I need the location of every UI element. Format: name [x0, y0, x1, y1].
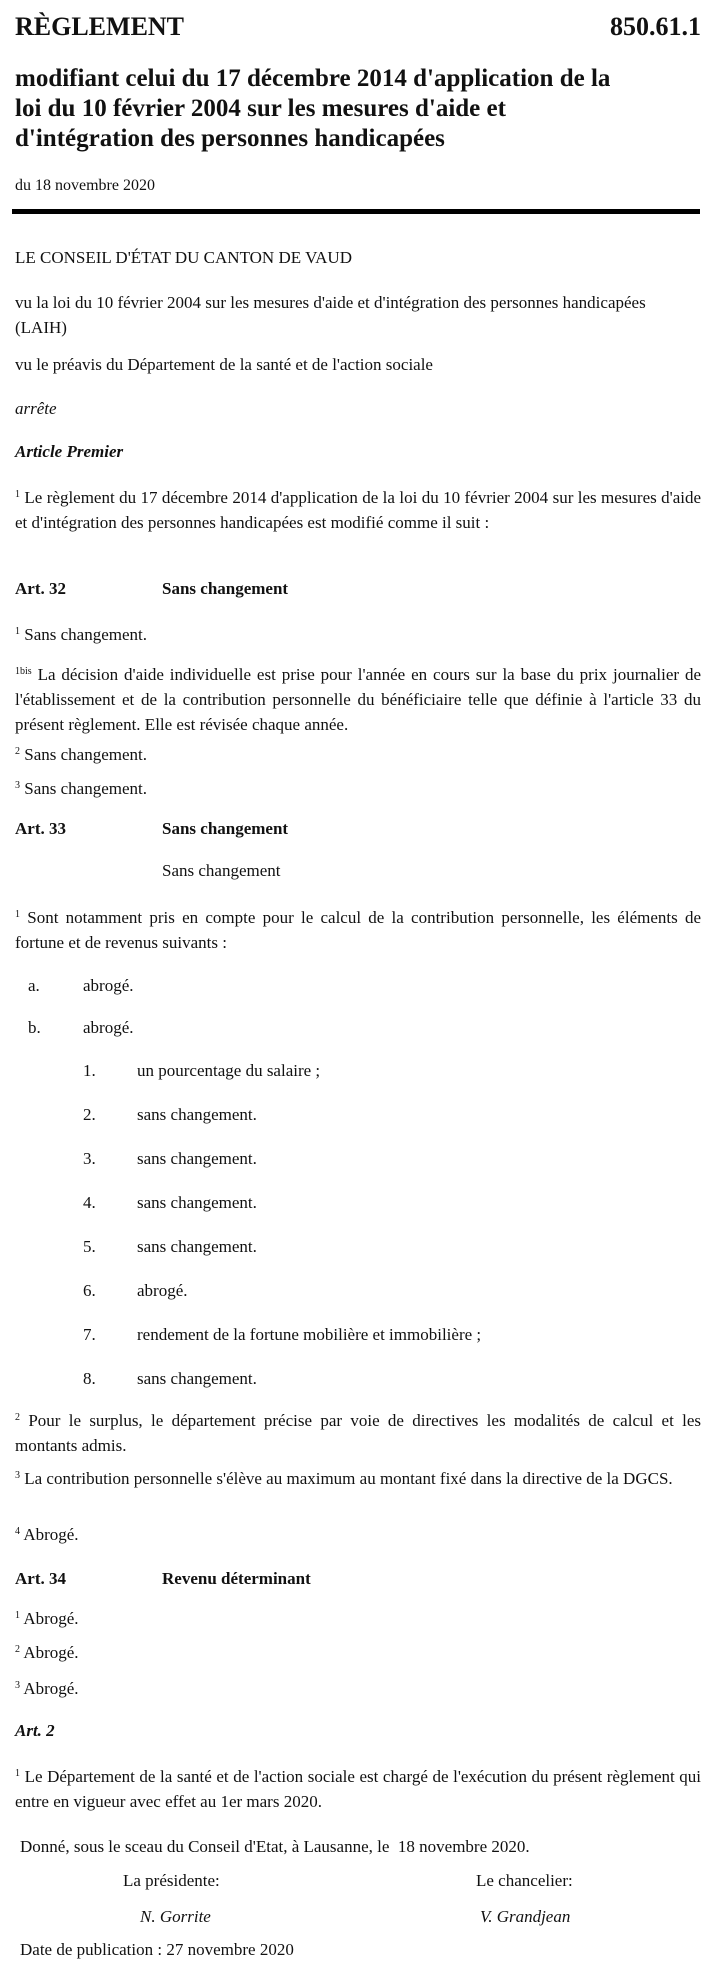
paragraph-text: Sans changement. — [24, 625, 147, 644]
art34-para-2 — [15, 1640, 701, 1665]
list-item-text: sans changement. — [137, 1193, 257, 1212]
art32-para-3 — [15, 776, 701, 801]
document-subtitle — [15, 64, 705, 154]
list-item-text: sans changement. — [137, 1237, 257, 1256]
paragraph-number: 1bis — [15, 666, 32, 677]
art34-title: Revenu déterminant — [162, 1569, 311, 1588]
list-number: 3. — [83, 1149, 96, 1168]
paragraph-number: 1 — [15, 1610, 20, 1621]
paragraph-number: 1 — [15, 1768, 20, 1779]
list-number: 7. — [83, 1325, 96, 1344]
art33-title: Sans changement — [162, 819, 289, 838]
list-number: 5. — [83, 1237, 96, 1256]
list-letter: b. — [28, 1018, 41, 1037]
subtitle-line: d'intégration des personnes handicapées — [15, 125, 445, 152]
chancellor-role: Le chancelier: — [476, 1871, 573, 1890]
paragraph-number: 1 — [15, 909, 20, 920]
paragraph-text: Sont notamment pris en compte pour le calcul de la contribution personnelle, les éléments de fortune et de revenus suivants : — [15, 908, 701, 952]
chancellor-name: V. Grandjean — [480, 1907, 571, 1926]
paragraph-number: 1 — [15, 626, 20, 637]
president-role: La présidente: — [123, 1871, 220, 1890]
paragraph-number: 3 — [15, 780, 20, 791]
paragraph-number: 3 — [15, 1680, 20, 1691]
header-divider — [12, 209, 700, 214]
art32-para-1 — [15, 622, 701, 647]
preamble-vu-law: vu la loi du 10 février 2004 sur les mesures d'aide et d'intégration des personnes handicapées (LAIH) — [15, 293, 646, 337]
art2-heading: Art. 2 — [15, 1721, 55, 1740]
paragraph-number: 2 — [15, 746, 20, 757]
given-statement: Donné, sous le sceau du Conseil d'Etat, à Lausanne, le 18 novembre 2020. — [20, 1837, 530, 1856]
list-item-text: un pourcentage du salaire ; — [137, 1061, 321, 1080]
paragraph-text: Sans changement. — [24, 745, 147, 764]
list-item-text: abrogé. — [83, 976, 134, 995]
paragraph-number: 4 — [15, 1526, 20, 1537]
issuing-authority: LE CONSEIL D'ÉTAT DU CANTON DE VAUD — [15, 248, 352, 267]
document-date: du 18 novembre 2020 — [15, 177, 155, 194]
subtitle-line: modifiant celui du 17 décembre 2014 d'application de la — [15, 65, 611, 92]
article-premier-paragraph — [15, 485, 701, 535]
paragraph-text: Abrogé. — [23, 1525, 79, 1544]
art34-number: Art. 34 — [15, 1569, 66, 1588]
art33-subtitle: Sans changement — [162, 861, 281, 880]
paragraph-text: La décision d'aide individuelle est prise pour l'année en cours sur la base du prix journalier de l'établissement et de la contribution personnelle du bénéficiaire telle que définie à l'article 33 du présent règlement. Elle est révisée chaque année. — [15, 665, 702, 734]
list-item-text: sans changement. — [137, 1149, 257, 1168]
list-number: 4. — [83, 1193, 96, 1212]
paragraph-text: Le règlement du 17 décembre 2014 d'application de la loi du 10 février 2004 sur les mesures d'aide et d'intégration des personnes handicapées est modifié comme il suit : — [15, 488, 702, 532]
president-name: N. Gorrite — [140, 1907, 211, 1926]
art2-para-1 — [15, 1764, 701, 1814]
document-reference: 850.61.1 — [610, 12, 701, 41]
list-number: 1. — [83, 1061, 96, 1080]
list-item-text: abrogé. — [137, 1281, 188, 1300]
paragraph-text: Pour le surplus, le département précise par voie de directives les modalités de calcul et les montants admis. — [15, 1411, 701, 1455]
paragraph-text: La contribution personnelle s'élève au maximum au montant fixé dans la directive de la DGCS. — [24, 1469, 673, 1488]
list-item-text: sans changement. — [137, 1105, 257, 1124]
art34-para-1 — [15, 1606, 701, 1631]
paragraph-number: 2 — [15, 1412, 20, 1423]
list-number: 8. — [83, 1369, 96, 1388]
list-item-text: rendement de la fortune mobilière et immobilière ; — [137, 1325, 482, 1344]
art32-title: Sans changement — [162, 579, 289, 598]
art33-para-4 — [15, 1522, 701, 1547]
publication-date: Date de publication : 27 novembre 2020 — [20, 1940, 294, 1959]
art33-para-1 — [15, 905, 701, 955]
art33-number: Art. 33 — [15, 819, 66, 838]
paragraph-number: 2 — [15, 1644, 20, 1655]
paragraph-text: Abrogé. — [23, 1609, 79, 1628]
subtitle-line: loi du 10 février 2004 sur les mesures d'aide et — [15, 95, 506, 122]
paragraph-number: 1 — [15, 489, 20, 500]
list-number: 6. — [83, 1281, 96, 1300]
art33-para-3 — [15, 1466, 701, 1491]
art33-para-2 — [15, 1408, 701, 1458]
art32-para-2 — [15, 742, 701, 767]
art32-para-1bis — [15, 662, 701, 737]
paragraph-number: 3 — [15, 1470, 20, 1481]
arrete-label: arrête — [15, 399, 57, 418]
art32-number: Art. 32 — [15, 579, 66, 598]
paragraph-text: Abrogé. — [23, 1679, 79, 1698]
paragraph-text: Sans changement. — [24, 779, 147, 798]
paragraph-text: Abrogé. — [23, 1643, 79, 1662]
art34-para-3 — [15, 1676, 701, 1701]
document-type: RÈGLEMENT — [15, 12, 185, 41]
list-item-text: abrogé. — [83, 1018, 134, 1037]
article-premier-heading: Article Premier — [15, 442, 124, 461]
list-number: 2. — [83, 1105, 96, 1124]
list-letter: a. — [28, 976, 40, 995]
paragraph-text: Le Département de la santé et de l'action sociale est chargé de l'exécution du présent règlement qui entre en vigueur avec effet au 1er mars 2020. — [15, 1767, 702, 1811]
preamble-vu-preavis: vu le préavis du Département de la santé et de l'action sociale — [15, 355, 433, 374]
list-item-text: sans changement. — [137, 1369, 257, 1388]
